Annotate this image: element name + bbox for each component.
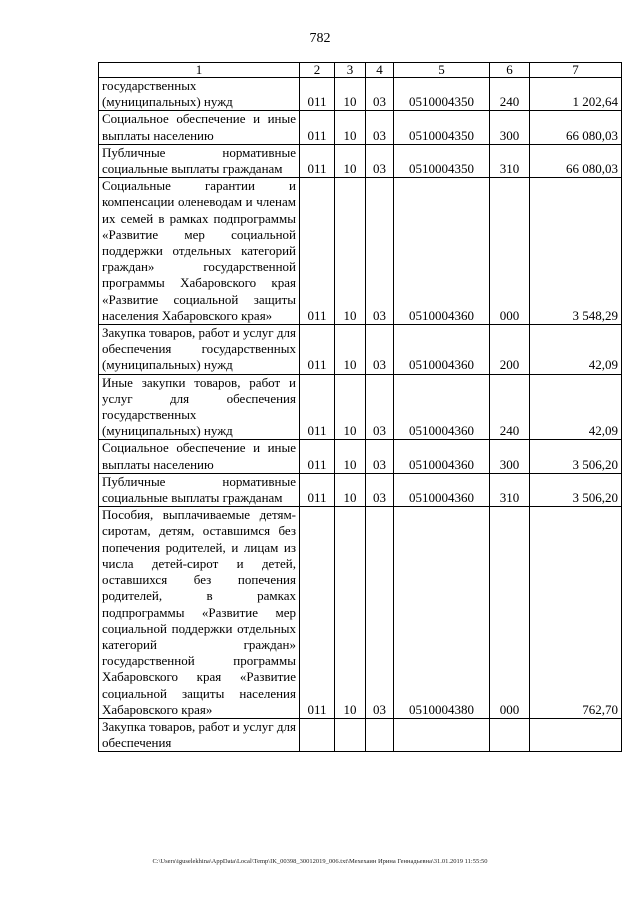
row-ministry-code [300, 718, 335, 751]
row-target-code: 0510004380 [394, 507, 490, 719]
row-ministry-code: 011 [300, 374, 335, 440]
column-number-1: 1 [99, 63, 300, 78]
table-row [99, 473, 622, 506]
row-amount: 66 080,03 [530, 111, 622, 144]
table-row [99, 78, 622, 111]
row-amount: 3 506,20 [530, 473, 622, 506]
row-expense-type: 300 [490, 111, 530, 144]
row-amount: 42,09 [530, 325, 622, 375]
row-amount [530, 718, 622, 751]
row-expense-type: 000 [490, 178, 530, 325]
row-section-code: 10 [335, 440, 366, 473]
row-subsection-code: 03 [366, 178, 394, 325]
row-ministry-code: 011 [300, 507, 335, 719]
row-name: Публичные нормативные социальные выплаты гражданам [99, 473, 300, 506]
row-expense-type: 240 [490, 374, 530, 440]
row-subsection-code: 03 [366, 144, 394, 177]
row-name: Пособия, выплачиваемые детям-сиротам, детям, оставшимся без попечения родителей, и лицам из числа детей-сирот и детей, оставшихся без попечения родителей, в рамках подпрограммы «Развитие мер социальной поддержки отдельных категорий граждан» государственной программы Хабаровского края «Развитие социальной защиты населения Хабаровского края» [99, 507, 300, 719]
row-amount: 42,09 [530, 374, 622, 440]
table-row [99, 507, 622, 719]
row-amount: 66 080,03 [530, 144, 622, 177]
row-target-code: 0510004360 [394, 325, 490, 375]
row-amount: 1 202,64 [530, 78, 622, 111]
row-expense-type: 240 [490, 78, 530, 111]
row-target-code [394, 718, 490, 751]
column-number-2: 2 [300, 63, 335, 78]
row-name: Социальное обеспечение и иные выплаты населению [99, 440, 300, 473]
row-amount: 3 506,20 [530, 440, 622, 473]
row-target-code: 0510004360 [394, 440, 490, 473]
row-ministry-code: 011 [300, 178, 335, 325]
row-name: Социальные гарантии и компенсации оленеводам и членам их семей в рамках подпрограммы «Развитие мер социальной поддержки отдельных категорий граждан» государственной программы Хабаровского края «Развитие социальной защиты населения Хабаровского края» [99, 178, 300, 325]
row-ministry-code: 011 [300, 111, 335, 144]
row-target-code: 0510004350 [394, 111, 490, 144]
row-section-code: 10 [335, 111, 366, 144]
row-subsection-code: 03 [366, 78, 394, 111]
row-name: Закупка товаров, работ и услуг для обеспечения государственных (муниципальных) нужд [99, 325, 300, 375]
row-expense-type: 200 [490, 325, 530, 375]
table-row [99, 325, 622, 375]
row-subsection-code: 03 [366, 473, 394, 506]
row-expense-type: 000 [490, 507, 530, 719]
row-section-code: 10 [335, 178, 366, 325]
row-ministry-code: 011 [300, 473, 335, 506]
row-subsection-code: 03 [366, 325, 394, 375]
row-ministry-code: 011 [300, 78, 335, 111]
column-number-5: 5 [394, 63, 490, 78]
row-subsection-code [366, 718, 394, 751]
table-row [99, 718, 622, 751]
row-section-code [335, 718, 366, 751]
column-number-3: 3 [335, 63, 366, 78]
row-section-code: 10 [335, 507, 366, 719]
row-section-code: 10 [335, 325, 366, 375]
page-number: 782 [309, 31, 331, 46]
row-target-code: 0510004360 [394, 473, 490, 506]
row-expense-type [490, 718, 530, 751]
row-subsection-code: 03 [366, 440, 394, 473]
row-amount: 3 548,29 [530, 178, 622, 325]
row-section-code: 10 [335, 473, 366, 506]
row-name: Социальное обеспечение и иные выплаты населению [99, 111, 300, 144]
row-name: государственных (муниципальных) нужд [99, 78, 300, 111]
row-subsection-code: 03 [366, 111, 394, 144]
row-target-code: 0510004350 [394, 144, 490, 177]
row-subsection-code: 03 [366, 507, 394, 719]
table-row [99, 178, 622, 325]
row-ministry-code: 011 [300, 440, 335, 473]
row-target-code: 0510004360 [394, 178, 490, 325]
table-header-row [99, 63, 622, 78]
table-row [99, 111, 622, 144]
table-row [99, 440, 622, 473]
row-expense-type: 310 [490, 473, 530, 506]
column-number-7: 7 [530, 63, 622, 78]
row-section-code: 10 [335, 144, 366, 177]
row-section-code: 10 [335, 78, 366, 111]
row-section-code: 10 [335, 374, 366, 440]
file-path-footer: C:\Users\iguselekhina\AppData\Local\Temp\IK_00398_30012019_006.txt\Мехехаин Ирина Геннадьевна\31.01.2019 11:55:50 [152, 858, 488, 865]
budget-table [98, 62, 622, 752]
row-target-code: 0510004360 [394, 374, 490, 440]
row-expense-type: 300 [490, 440, 530, 473]
column-number-4: 4 [366, 63, 394, 78]
table-row [99, 144, 622, 177]
row-ministry-code: 011 [300, 144, 335, 177]
row-target-code: 0510004350 [394, 78, 490, 111]
row-expense-type: 310 [490, 144, 530, 177]
row-name: Закупка товаров, работ и услуг для обеспечения [99, 718, 300, 751]
table-row [99, 374, 622, 440]
row-name: Публичные нормативные социальные выплаты гражданам [99, 144, 300, 177]
row-amount: 762,70 [530, 507, 622, 719]
row-name: Иные закупки товаров, работ и услуг для обеспечения государственных (муниципальных) нужд [99, 374, 300, 440]
row-ministry-code: 011 [300, 325, 335, 375]
row-subsection-code: 03 [366, 374, 394, 440]
column-number-6: 6 [490, 63, 530, 78]
